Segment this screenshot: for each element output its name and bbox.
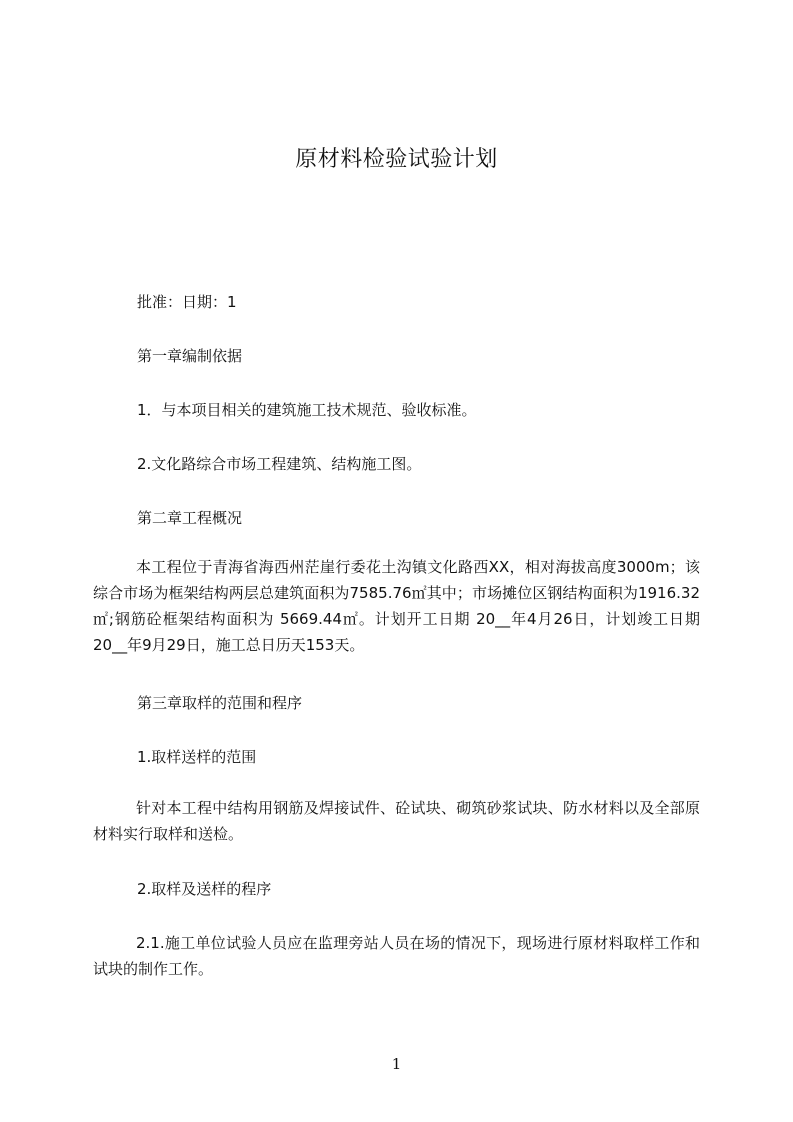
section-2-heading: 2.取样及送样的程序 <box>137 880 272 898</box>
approval-line: 批准：日期：1 <box>137 293 237 311</box>
chapter-1-item-2: 2.文化路综合市场工程建筑、结构施工图。 <box>137 455 422 473</box>
section-2-1-paragraph: 2.1.施工单位试验人员应在监理旁站人员在场的情况下，现场进行原材料取样工作和试块的制作工作。 <box>93 934 700 978</box>
section-1-heading: 1.取样送样的范围 <box>137 748 257 766</box>
page-number: 1 <box>391 1055 402 1073</box>
section-1-paragraph: 针对本工程中结构用钢筋及焊接试件、砼试块、砌筑砂浆试块、防水材料以及全部原材料实行取样和送检。 <box>93 799 700 843</box>
chapter-1-heading: 第一章编制依据 <box>137 347 243 365</box>
chapter-2-heading: 第二章工程概况 <box>137 509 243 527</box>
chapter-1-item-1: 1．与本项目相关的建筑施工技术规范、验收标准。 <box>137 401 477 419</box>
chapter-2-paragraph: 本工程位于青海省海西州茫崖行委花土沟镇文化路西XX，相对海拔高度3000m；该综合市场为框架结构两层总建筑面积为7585.76㎡其中；市场摊位区钢结构面积为1916.32㎡;钢筋砼框架结构面积为 5669.44㎡。计划开工日期 20__年4月26日，计划竣工日期20__年9月29日，施工总日历天153天。 <box>93 558 700 654</box>
chapter-3-heading: 第三章取样的范围和程序 <box>137 694 303 712</box>
document-title: 原材料检验试验计划 <box>295 147 498 172</box>
